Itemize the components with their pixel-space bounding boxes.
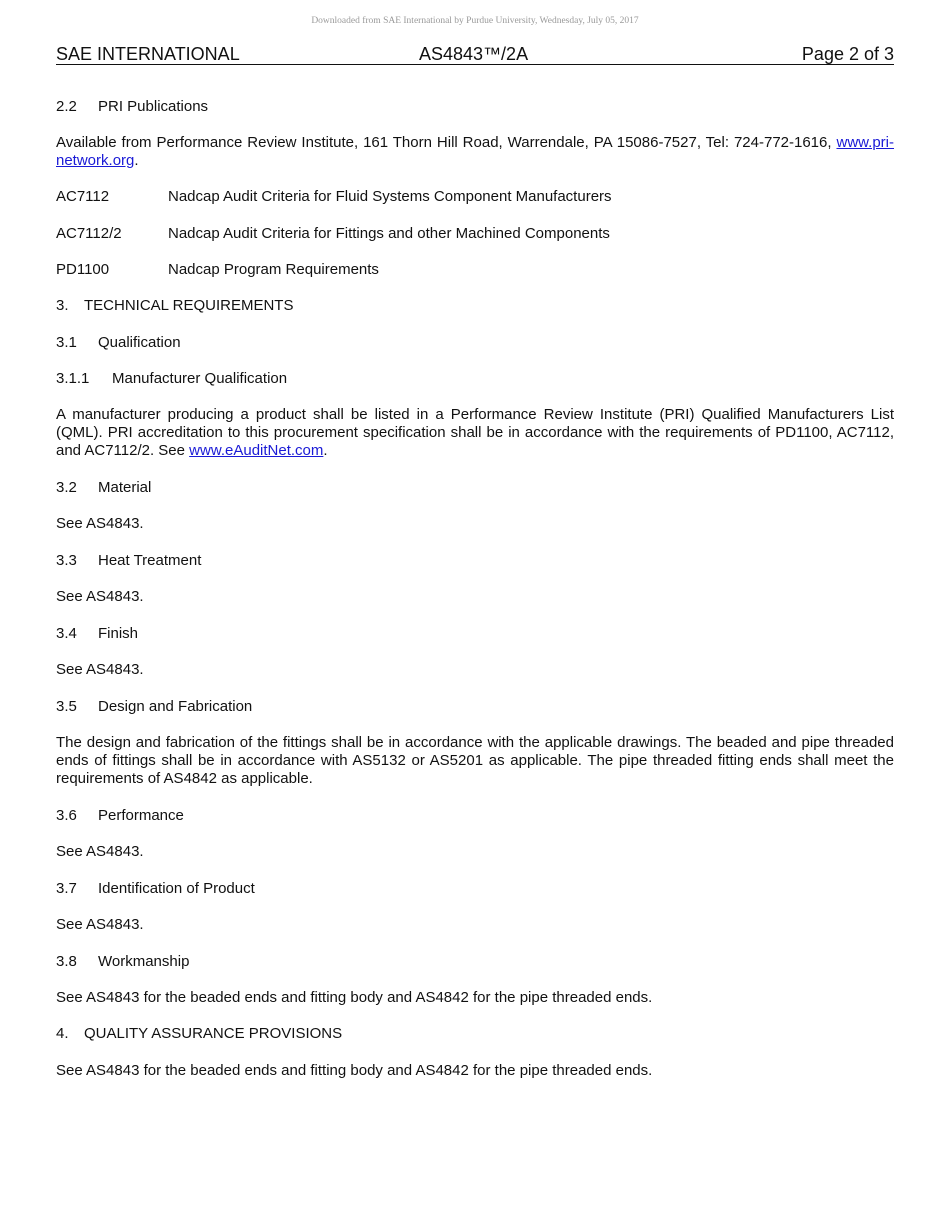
section-3-4-text: See AS4843. (56, 661, 144, 678)
eauditnet-link[interactable]: www.eAuditNet.com (189, 442, 324, 459)
header-doc-number: AS4843™/2A (419, 44, 529, 64)
section-3-8-text: See AS4843 for the beaded ends and fitting body and AS4842 for the pipe threaded ends. (56, 989, 653, 1006)
section-3-1-1-heading: 3.1.1 Manufacturer Qualification (56, 370, 288, 387)
section-3-6-text: See AS4843. (56, 843, 144, 860)
section-4-text: See AS4843 for the beaded ends and fitting body and AS4842 for the pipe threaded ends. (56, 1062, 653, 1079)
section-2-2-heading: 2.2 PRI Publications (56, 98, 209, 115)
section-3-8-heading: 3.8 Workmanship (56, 953, 190, 970)
pri-availability-paragraph: Available from Performance Review Institute, 161 Thorn Hill Road, Warrendale, PA 15086-7527, Tel: 724-772-1616, www.pri-network.org. (56, 134, 894, 169)
page-header (56, 44, 894, 65)
section-3-7-heading: 3.7 Identification of Product (56, 880, 255, 897)
section-3-2-text: See AS4843. (56, 515, 144, 532)
section-3-1-heading: 3.1 Qualification (56, 334, 181, 351)
qualification-paragraph: A manufacturer producing a product shall be listed in a Performance Review Institute (PRI) Qualified Manufacturers List (QML). PRI accreditation to this procurement specification shall be in accordance with the requirements of PD1100, AC7112, and AC7112/2. See www.eAuditNet.com. (56, 406, 894, 459)
section-3-3-heading: 3.3 Heat Treatment (56, 552, 202, 569)
reference-item: PD1100 Nadcap Program Requirements (56, 261, 379, 278)
section-4-heading: 4. QUALITY ASSURANCE PROVISIONS (56, 1025, 343, 1042)
header-page-number: Page 2 of 3 (801, 44, 894, 64)
section-3-5-heading: 3.5 Design and Fabrication (56, 698, 253, 715)
pri-network-link[interactable]: www.pri-network.org (56, 134, 894, 169)
section-3-7-text: See AS4843. (56, 916, 144, 933)
reference-item: AC7112/2 Nadcap Audit Criteria for Fittings and other Machined Components (56, 225, 610, 242)
section-3-2-heading: 3.2 Material (56, 479, 152, 496)
section-3-heading: 3. TECHNICAL REQUIREMENTS (56, 297, 294, 314)
reference-item: AC7112 Nadcap Audit Criteria for Fluid Systems Component Manufacturers (56, 188, 612, 205)
section-3-5-text: The design and fabrication of the fittings shall be in accordance with the applicable drawings. The beaded and pipe threaded ends of fittings shall be in accordance with AS5132 or AS5201 as applicable. The pipe threaded fitting ends shall meet the requirements of AS4842 as applicable. (56, 734, 894, 787)
download-watermark: Downloaded from SAE International by Purdue University, Wednesday, July 05, 2017 (311, 16, 639, 26)
header-org: SAE INTERNATIONAL (56, 44, 240, 64)
section-3-6-heading: 3.6 Performance (56, 807, 184, 824)
section-3-3-text: See AS4843. (56, 588, 144, 605)
section-3-4-heading: 3.4 Finish (56, 625, 139, 642)
